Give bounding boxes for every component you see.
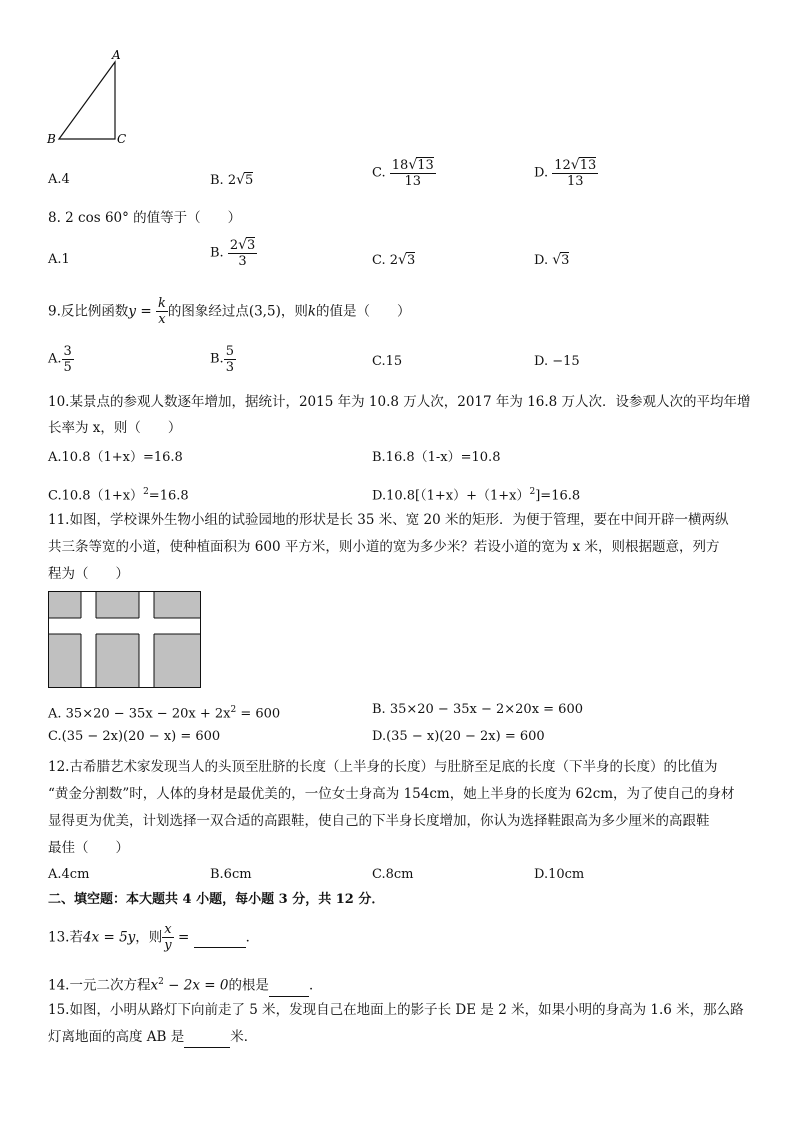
q8-option-b: B. $\frac{2√3}{3}$ bbox=[210, 237, 256, 269]
q14-stem: 14.一元二次方程$x^2 - 2x = 0$的根是 ． bbox=[48, 972, 322, 997]
q9-option-a: A. $\frac{3}{5}$ bbox=[48, 344, 72, 375]
q13-stem: 13.若4x = 5y，则 $\frac{x}{y}$ = ． bbox=[48, 922, 260, 953]
q15-line-1: 15.如图，小明从路灯下向前走了 5 米，发现自己在地面上的影子长 DE 是 2 米，如果小明的身高为 1.6 米，那么路 bbox=[48, 1002, 744, 1018]
q11-option-b: B. 35×20 − 35x − 2×20x = 600 bbox=[372, 702, 583, 717]
q12-option-a: A.4cm bbox=[48, 867, 90, 882]
section-2-heading: 二、填空题：本大题共 4 小题，每小题 3 分，共 12 分． bbox=[48, 892, 385, 907]
q15-line-2: 灯离地面的高度 AB 是 米． bbox=[48, 1027, 257, 1048]
q9-option-b: B. $\frac{5}{3}$ bbox=[210, 344, 234, 375]
q12-option-d: D.10cm bbox=[534, 867, 585, 882]
q11-option-a: A. $35\times 20 - 35x - 20x + 2x^2 = 600$ bbox=[48, 705, 281, 722]
q8-option-a: A.1 bbox=[48, 252, 70, 267]
q7-option-b: B. 2√5 bbox=[210, 172, 254, 188]
vertex-c-label: C bbox=[117, 132, 127, 146]
vertical-path-left bbox=[81, 592, 96, 687]
q12-option-c: C.8cm bbox=[372, 867, 414, 882]
q7-option-c: C. $\frac{18√13}{13}$ bbox=[372, 157, 434, 189]
q12-line-1: 12.古希腊艺术家发现当人的头顶至肚脐的长度（上半身的长度）与肚脐至足底的长度（下半身的长度）的比值为 bbox=[48, 759, 718, 775]
q8-stem: 8. 2 cos 60° 的值等于（ ） bbox=[48, 210, 242, 226]
q8-option-d: D. √3 bbox=[534, 252, 570, 268]
vertex-b-label: B bbox=[47, 132, 56, 146]
q7-option-d: D. $\frac{12√13}{13}$ bbox=[534, 157, 597, 189]
q10-option-a: A.10.8（1+x）=16.8 bbox=[48, 450, 183, 465]
q12-line-3: 显得更为优美，计划选择一双合适的高跟鞋，使自己的下半身长度增加，你认为选择鞋跟高为多少厘米的高跟鞋 bbox=[48, 813, 710, 829]
garden-diagram bbox=[48, 591, 202, 689]
q9-option-d: D. −15 bbox=[534, 354, 580, 369]
vertex-a-label: A bbox=[112, 48, 121, 62]
q11-line-2: 共三条等宽的小道，使种植面积为 600 平方米，则小道的宽为多少米？若设小道的宽为 x 米，则根据题意，列方 bbox=[48, 539, 720, 555]
q11-line-1: 11.如图，学校课外生物小组的试验园地的形状是长 35 米、宽 20 米的矩形．为便于管理，要在中间开辟一横两纵 bbox=[48, 512, 729, 528]
q9-stem: 9.反比例函数y = $\frac{k}{x}$ 的图象经过点(3,5)，则k的值是（ ） bbox=[48, 296, 411, 327]
q15-answer-blank[interactable] bbox=[184, 1027, 230, 1048]
q10-option-c: $C.10.8(1+x)^2=16.8$ bbox=[48, 487, 189, 504]
garden-rect bbox=[49, 592, 201, 688]
vertical-path-right bbox=[139, 592, 154, 687]
q11-option-d: D.(35 − x)(20 − 2x) = 600 bbox=[372, 729, 545, 744]
q8-option-c: C. 2√3 bbox=[372, 252, 416, 268]
q9-option-c: C.15 bbox=[372, 354, 403, 369]
q10-option-b: B.16.8（1-x）=10.8 bbox=[372, 450, 501, 465]
q10-line-2: 长率为 x，则（ ） bbox=[48, 420, 182, 436]
q12-line-2: “黄金分割数”时，人体的身材是最优美的，一位女士身高为 154cm，她上半身的长度为 62cm，为了使自己的身材 bbox=[48, 786, 735, 802]
q14-answer-blank[interactable] bbox=[269, 976, 309, 997]
q10-line-1: 10.某景点的参观人数逐年增加，据统计，2015 年为 10.8 万人次，2017 年为 16.8 万人次．设参观人次的平均年增 bbox=[48, 394, 751, 410]
triangle-abc bbox=[59, 62, 115, 139]
horizontal-path bbox=[49, 618, 200, 634]
q13-answer-blank[interactable] bbox=[194, 927, 246, 948]
q7-option-a: A.4 bbox=[48, 172, 70, 187]
q12-line-4: 最佳（ ） bbox=[48, 840, 129, 856]
q11-line-3: 程为（ ） bbox=[48, 566, 129, 582]
triangle-diagram bbox=[40, 46, 140, 151]
q10-option-d: $D.10.8[(1+x)+(1+x)^2]=16.8$ bbox=[372, 487, 581, 504]
q11-option-c: C.(35 − 2x)(20 − x) = 600 bbox=[48, 729, 221, 744]
q12-option-b: B.6cm bbox=[210, 867, 252, 882]
